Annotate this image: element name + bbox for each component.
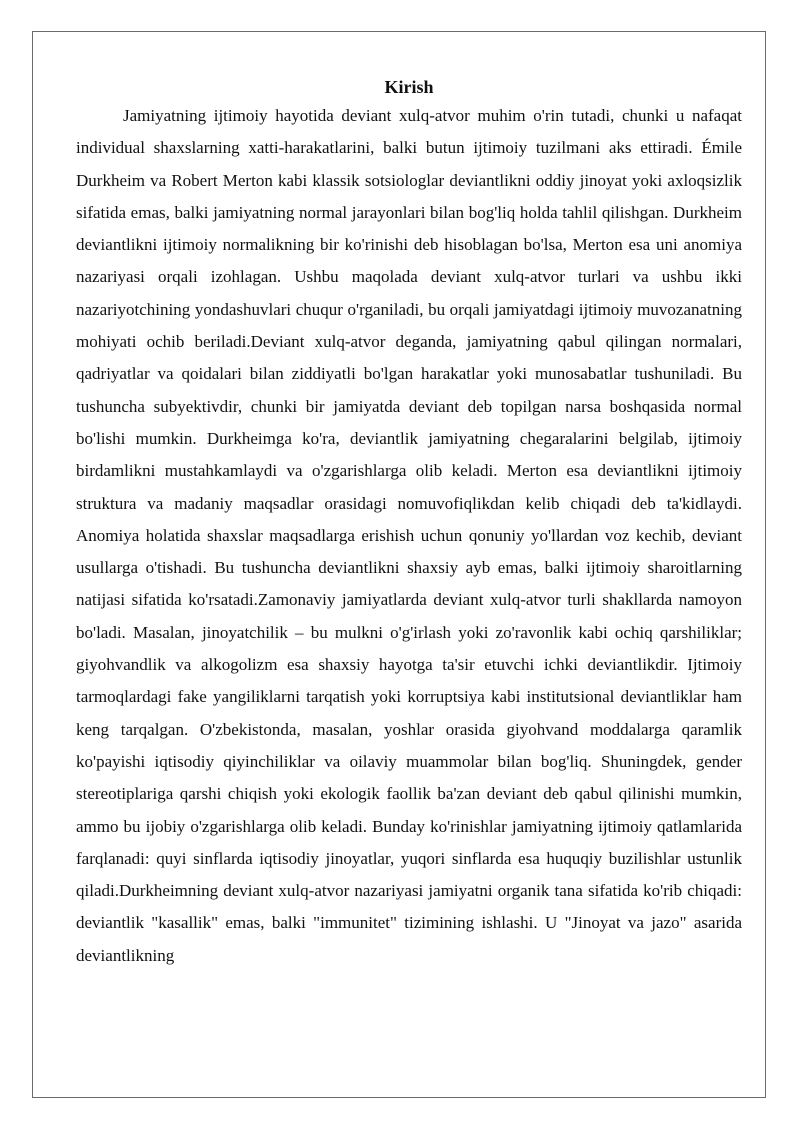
body-paragraph: Jamiyatning ijtimoiy hayotida deviant xulq-atvor muhim o'rin tutadi, chunki u nafaqat individual shaxslarning xatti-harakatlarini, balki butun ijtimoiy tuzilmani aks ettiradi. Émile Durkheim va Robert Merton kabi klassik sotsiologlar deviantlikni oddiy jinoyat yoki axloqsizlik sifatida emas, balki jamiyatning normal jarayonlari bilan bog'liq holda tahlil qilishgan. Durkheim deviantlikni ijtimoiy normalikning bir ko'rinishi deb hisoblagan bo'lsa, Merton esa uni anomiya nazariyasi orqali izohlagan. Ushbu maqolada deviant xulq-atvor turlari va ushbu ikki nazariyotchining yondashuvlari chuqur o'rganiladi, bu orqali jamiyatdagi ijtimoiy muvozanatning mohiyati ochib beriladi.Deviant xulq-atvor deganda, jamiyatning qabul qilingan normalari, qadriyatlar va qoidalari bilan ziddiyatli bo'lgan harakatlar yoki munosabatlar tushuniladi. Bu tushuncha subyektivdir, chunki bir jamiyatda deviant deb topilgan narsa boshqasida normal bo'lishi mumkin. Durkheimga ko'ra, deviantlik jamiyatning chegaralarini belgilab, ijtimoiy birdamlikni mustahkamlaydi va o'zgarishlarga olib keladi. Merton esa deviantlikni ijtimoiy struktura va madaniy maqsadlar orasidagi nomuvofiqlikdan kelib chiqadi deb ta'kidlaydi. Anomiya holatida shaxslar maqsadlarga erishish uchun qonuniy yo'llardan voz kechib, deviant usullarga o'tishadi. Bu tushuncha deviantlikni shaxsiy ayb emas, balki ijtimoiy sharoitlarning natijasi sifatida ko'rsatadi.Zamonaviy jamiyatlarda deviant xulq-atvor turli shakllarda namoyon bo'ladi. Masalan, jinoyatchilik – bu mulkni o'g'irlash yoki zo'ravonlik kabi ochiq qarshiliklar; giyohvandlik va alkogolizm esa shaxsiy hayotga ta'sir etuvchi ichki deviantlikdir. Ijtimoiy tarmoqlardagi fake yangiliklarni tarqatish yoki korruptsiya kabi institutsional deviantliklar ham keng tarqalgan. O'zbekistonda, masalan, yoshlar orasida giyohvand moddalarga qaramlik ko'payishi iqtisodiy qiyinchiliklar va oilaviy muammolar bilan bog'liq. Shuningdek, gender stereotiplariga qarshi chiqish yoki ekologik faollik ba'zan deviant deb qabul qilinishi mumkin, ammo bu ijobiy o'zgarishlarga olib keladi. Bunday ko'rinishlar jamiyatning ijtimoiy qatlamlarida farqlanadi: quyi sinflarda iqtisodiy jinoyatlar, yuqori sinflarda esa huquqiy buzilishlar ustunlik qiladi.Durkheimning deviant xulq-atvor nazariyasi jamiyatni organik tana sifatida ko'rib chiqadi: deviantlik "kasallik" emas, balki "immunitet" tizimining ishlashi. U "Jinoyat va jazo" asarida deviantlikning bbox=[76, 106, 742, 965]
document-content bbox=[76, 74, 742, 972]
document-title: Kirish bbox=[384, 77, 434, 97]
